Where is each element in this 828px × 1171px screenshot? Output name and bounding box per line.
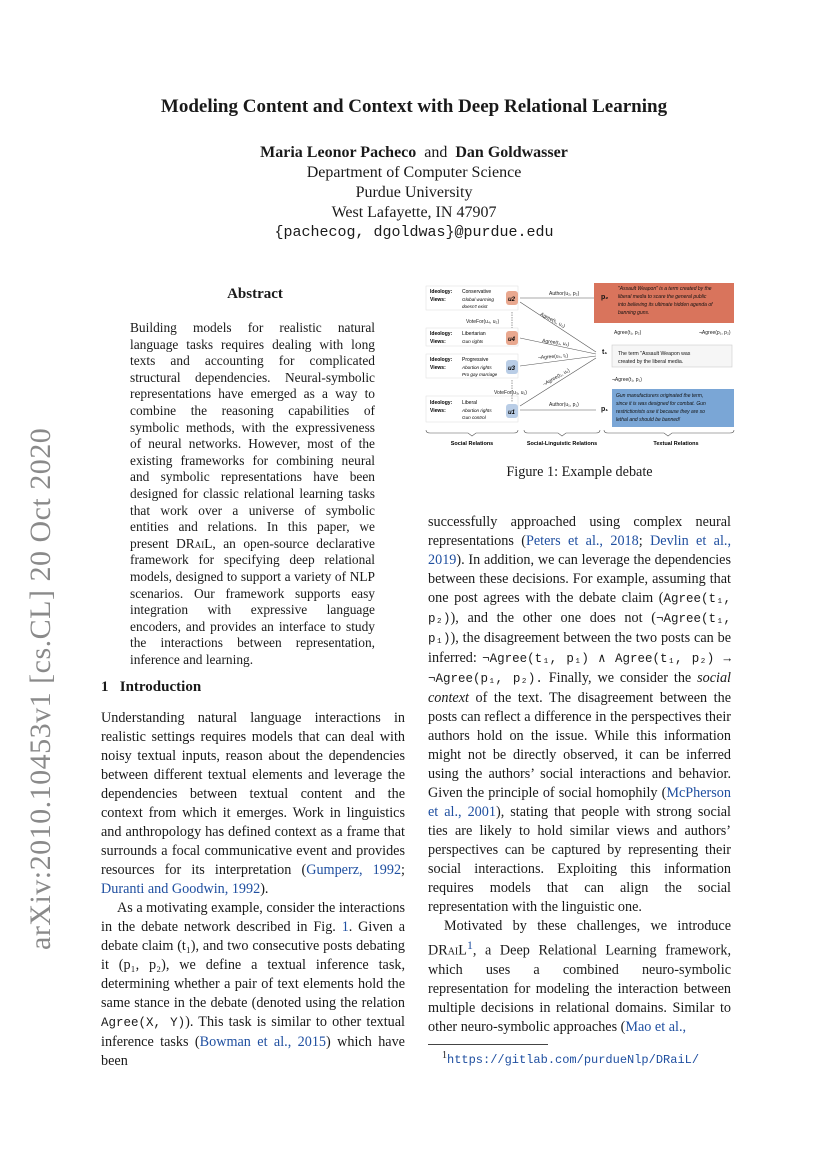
abstract-part-1: Building models for realistic natural language tasks requires dealing with long texts and accounting for complicated structural dependencies. Neural-symbolic representations have emerged as a way to combine the reasoning capabilities of symbolic methods, with the expressiveness of neural networks. However, most of the existing frameworks for combining neural and symbolic representations have been designed for classic relational learning tasks that work over a universe of symbolic entities and relations. In this paper, we present (130, 320, 375, 551)
user-u3-id: u3 (508, 366, 516, 372)
abstract-part-2: , an open-source declarative framework for specifying deep relational models, designed to support a variety of NLP scenarios. Our framework supports easy integration with expressive language encoders, and provides an interface to study the interactions between representation, inference and learning. (130, 535, 375, 667)
edge-votefor-u4-u2: VoteFor(u₄, u₂) (466, 319, 500, 325)
svg-text:Abortion rights: Abortion rights (462, 365, 492, 370)
address: West Lafayette, IN 47907 (331, 204, 497, 221)
column-label-social: Social Relations (450, 441, 494, 447)
figure-caption: Figure 1: Example debate (506, 464, 653, 480)
p1-text-line-1: Gun manufacturers originated the term, (616, 393, 704, 399)
section-heading (101, 679, 201, 696)
p1-text-line-3: restrictionists use it because they are so (616, 409, 705, 415)
section-number: 1 (101, 679, 109, 695)
edge-nagree-t1-u1: ¬Agree(t₁, u₁) (542, 367, 571, 388)
right-paragraph-2: Motivated by these challenges, we introduce DRaiL$^1$, a Deep Relational Learning framework, which uses a combined neuro-symbolic representation for modeling the interaction between multiple decisions in relational domains. Similar to other neuro-symbolic approaches (Mao et al., (428, 918, 731, 1035)
user-u1-id: u1 (508, 410, 516, 416)
right-paragraph-1: successfully approached using complex neural representations (Peters et al., 2018; Devlin et al., 2019). In addition, we can leverage the dependencies between these decisions. For example, assuming that one post agrees with the debate claim (Agree(t₁, p₂)), and the other one does not (¬Agree(t₁, p₁)), the disagreement between the two posts can be inferred: ¬Agree(t₁, p₁) ∧ Agree(t₁, p₂) → ¬Agree(p₁, p₂). Finally, we consider the social context of the text. The disagreement between the posts can reflect a difference in the perspectives their authors hold on the issue. While this information might not be directly observed, it can be inferred using the authors’ social interactions and behavior. Given the principle of social homophily (McPherson et al., 2001), stating that people with strong social ties are likely to hold similar views and authors’ perspectives can be captured by representing their social interactions. Exploiting this information requires models that can align the social representation with the linguistic one. (428, 514, 731, 915)
edge-author-u2-p2: Author(u₂, p₂) (549, 291, 580, 297)
citation-mao[interactable]: Mao et al., (625, 1018, 687, 1035)
svg-text:Views:: Views: (430, 339, 446, 345)
intro-paragraph-2: As a motivating example, consider the interactions in the debate network described in Fig. 1. Given a debate claim (t₁), and two consecutive posts debating it (p₁, p₂), we define a textual inference task, determining whether a pair of text elements hold the same stance in the debate (denoted using the relation Agree(X, Y)). This task is similar to other textual inference tasks (Bowman et al., 2015) which have been (101, 900, 406, 1069)
paper-title: Modeling Content and Context with Deep Relational Learning (160, 96, 668, 117)
p2-text-line-3: into believing its ultimate hidden agenda of (618, 302, 713, 308)
footnote-marker[interactable]: 1 (466, 938, 473, 952)
p1-label: p₁ (601, 406, 609, 413)
intro-right-column (428, 513, 731, 1037)
t1-label: t₁ (602, 349, 608, 356)
svg-text:Ideology:: Ideology: (430, 289, 453, 295)
footnote-rule (428, 1044, 548, 1045)
p1-text-line-2: since it is was designed for combat. Gun (616, 401, 706, 407)
svg-text:Libertarian: Libertarian (462, 331, 486, 337)
author-1: Maria Leonor Pacheco (260, 144, 417, 161)
svg-text:Views:: Views: (430, 408, 446, 414)
column-label-social-linguistic: Social-Linguistic Relations (526, 441, 598, 447)
user-u2 (426, 286, 518, 310)
author-emails: {pachecog, dgoldwas}@purdue.edu (274, 224, 554, 241)
citation-bowman[interactable]: Bowman et al., 2015 (199, 1034, 327, 1050)
figure-reference[interactable]: 1 (341, 919, 349, 935)
author-2: Dan Goldwasser (455, 144, 568, 161)
t1-text-line-2: created by the liberal media. (618, 359, 684, 365)
abstract-heading: Abstract (227, 286, 283, 302)
svg-text:Ideology:: Ideology: (430, 400, 453, 406)
svg-text:Global warming: Global warming (462, 297, 494, 302)
svg-text:Progressive: Progressive (462, 357, 489, 363)
column-label-textual: Textual Relations (653, 441, 699, 447)
drail-name: DRaiL (176, 535, 213, 551)
t1-text-line-1: The term "Assault Weapon was (618, 351, 691, 357)
svg-text:doesn't exist: doesn't exist (462, 304, 488, 309)
drail-name-2: DRaiL (428, 942, 467, 959)
user-u3 (426, 354, 518, 378)
svg-text:Ideology:: Ideology: (430, 331, 453, 337)
user-u1 (426, 396, 518, 422)
edge-votefor-u3-u1: VoteFor(u₃, u₁) (494, 390, 527, 396)
column-brackets (426, 430, 734, 436)
citation-gumperz[interactable]: Gumperz, 1992 (306, 862, 402, 878)
citation-devlin[interactable]: Devlin et al., 2019 (428, 533, 731, 568)
p2-text-line-2: liberal media to scare the general public (618, 294, 707, 300)
svg-text:Abortion rights: Abortion rights (462, 408, 492, 413)
edge-nagree-p1-p2: ¬Agree(p₁, p₂) (699, 330, 731, 336)
user-u2-id: u2 (508, 297, 516, 303)
user-u4 (426, 328, 518, 346)
edge-nagree-u3-t1: ¬Agree(u₃, t₁) (537, 352, 569, 361)
svg-text:Views:: Views: (430, 365, 446, 371)
intro-paragraph-1: Understanding natural language interactions in realistic settings requires models that can deal with noisy textual inputs, reason about the dependencies between different textual elements and leverage the dependencies between textual content and the context from which it emerges. Work in linguistics and anthropology has defined context as a frame that surrounds a focal communicative event and provides resources for its interpretation (Gumperz, 1992; Duranti and Goodwin, 1992). (101, 710, 405, 897)
svg-text:Conservative: Conservative (462, 289, 492, 295)
citation-peters[interactable]: Peters et al., 2018 (525, 533, 639, 549)
svg-text:Pro gay marriage: Pro gay marriage (462, 372, 498, 377)
edge-agree-t1-p2: Agree(t₁, p₂) (614, 330, 642, 336)
edge-nagree-t1-p1: ¬Agree(t₁, p₁) (612, 377, 642, 383)
p1-text-line-4: lethal and should be banned! (616, 417, 681, 423)
svg-text:Gun rights: Gun rights (462, 339, 484, 344)
author-and: and (424, 144, 448, 161)
p2-label: p₂ (601, 294, 609, 301)
intro-left-column (101, 709, 405, 1071)
p2-text-line-1: "Assault Weapon" is a term created by the (618, 286, 712, 292)
formula: ¬Agree(t₁, p₁) ∧ Agree(t₁, p₂) → ¬Agree(p₁, p₂). (428, 652, 731, 686)
user-u4-id: u4 (508, 337, 516, 343)
department: Department of Computer Science (306, 164, 522, 181)
citation-mcpherson[interactable]: McPherson et al., 2001 (428, 785, 731, 820)
edge-agree-t1-u2: Agree(t₁, u₂) (539, 311, 566, 330)
p2-text-line-4: banning guns. (618, 310, 650, 316)
figure-1-debate-diagram (424, 280, 738, 452)
footnote-number: 1 (442, 1050, 447, 1061)
section-title: Introduction (119, 679, 202, 695)
citation-duranti[interactable]: Duranti and Goodwin, 1992 (101, 881, 261, 897)
footnote (442, 1050, 699, 1067)
abstract-text (130, 320, 375, 668)
svg-text:Liberal: Liberal (462, 400, 478, 406)
edge-agree-t1-u4: Agree(t₁, u₄) (541, 338, 570, 348)
footnote-url[interactable]: https://gitlab.com/purdueNlp/DRaiL/ (447, 1053, 700, 1067)
svg-text:Gun control: Gun control (462, 415, 486, 420)
svg-text:Ideology:: Ideology: (430, 357, 453, 363)
arxiv-identifier: arXiv:2010.10453v1 [cs.CL] 20 Oct 2020 (24, 427, 57, 950)
svg-text:Views:: Views: (430, 297, 446, 303)
edge-author-u1-p1: Author(u₁, p₁) (549, 402, 579, 408)
university: Purdue University (355, 184, 473, 201)
author-block (0, 143, 828, 243)
